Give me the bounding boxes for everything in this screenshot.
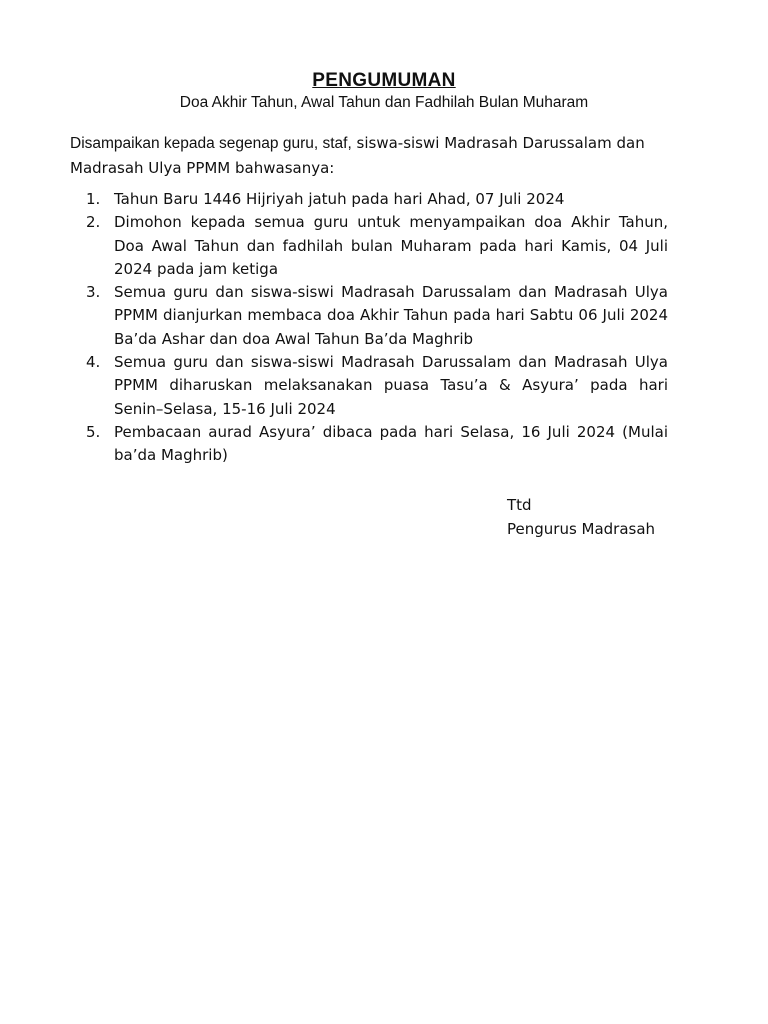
intro-paragraph — [70, 131, 700, 180]
list-item-number: 1. — [86, 190, 101, 208]
list-item-text: Semua guru dan siswa-siswi Madrasah Darussalam dan Madrasah Ulya PPMM diharuskan melaksanakan puasa Tasu’a & Asyura’ pada hari Senin–Selasa, 15-16 Juli 2024 — [114, 353, 668, 418]
list-item-number: 5. — [86, 422, 101, 441]
list-item-number: 2. — [86, 213, 101, 232]
signature-block — [507, 493, 655, 541]
signature-name: Pengurus Madrasah — [507, 520, 656, 538]
document-subtitle: Doa Akhir Tahun, Awal Tahun dan Fadhilah Bulan Muharam — [179, 94, 589, 111]
list-item-number: 4. — [86, 353, 101, 372]
list-item-text: Semua guru dan siswa-siswi Madrasah Darussalam dan Madrasah Ulya PPMM dianjurkan membaca doa Akhir Tahun pada hari Sabtu 06 Juli 2024 Ba’da Ashar dan doa Awal Tahun Ba’da Maghrib — [114, 283, 668, 348]
intro-lead: Disampaikan kepada segenap guru, staf, — [70, 135, 352, 152]
list-item-text: Pembacaan aurad Asyura’ dibaca pada hari Selasa, 16 Juli 2024 (Mulai ba’da Maghrib) — [114, 422, 668, 465]
list-item-text: Tahun Baru 1446 Hijriyah jatuh pada hari Ahad, 07 Juli 2024 — [114, 190, 565, 208]
list-item — [86, 211, 668, 281]
list-item-number: 3. — [86, 283, 101, 302]
list-item — [86, 421, 668, 468]
list-item — [86, 281, 668, 351]
intro-rest: siswa-siswi Madrasah Darussalam dan Madrasah Ulya PPMM bahwasanya: — [70, 134, 645, 177]
list-item — [86, 188, 668, 211]
announcement-list — [86, 188, 668, 468]
list-item — [86, 351, 668, 421]
list-item-text: Dimohon kepada semua guru untuk menyampaikan doa Akhir Tahun, Doa Awal Tahun dan fadhilah bulan Muharam pada hari Kamis, 04 Juli 2024 pada jam ketiga — [114, 213, 668, 278]
signature-ttd: Ttd — [507, 496, 532, 514]
document-title: PENGUMUMAN — [312, 70, 456, 91]
